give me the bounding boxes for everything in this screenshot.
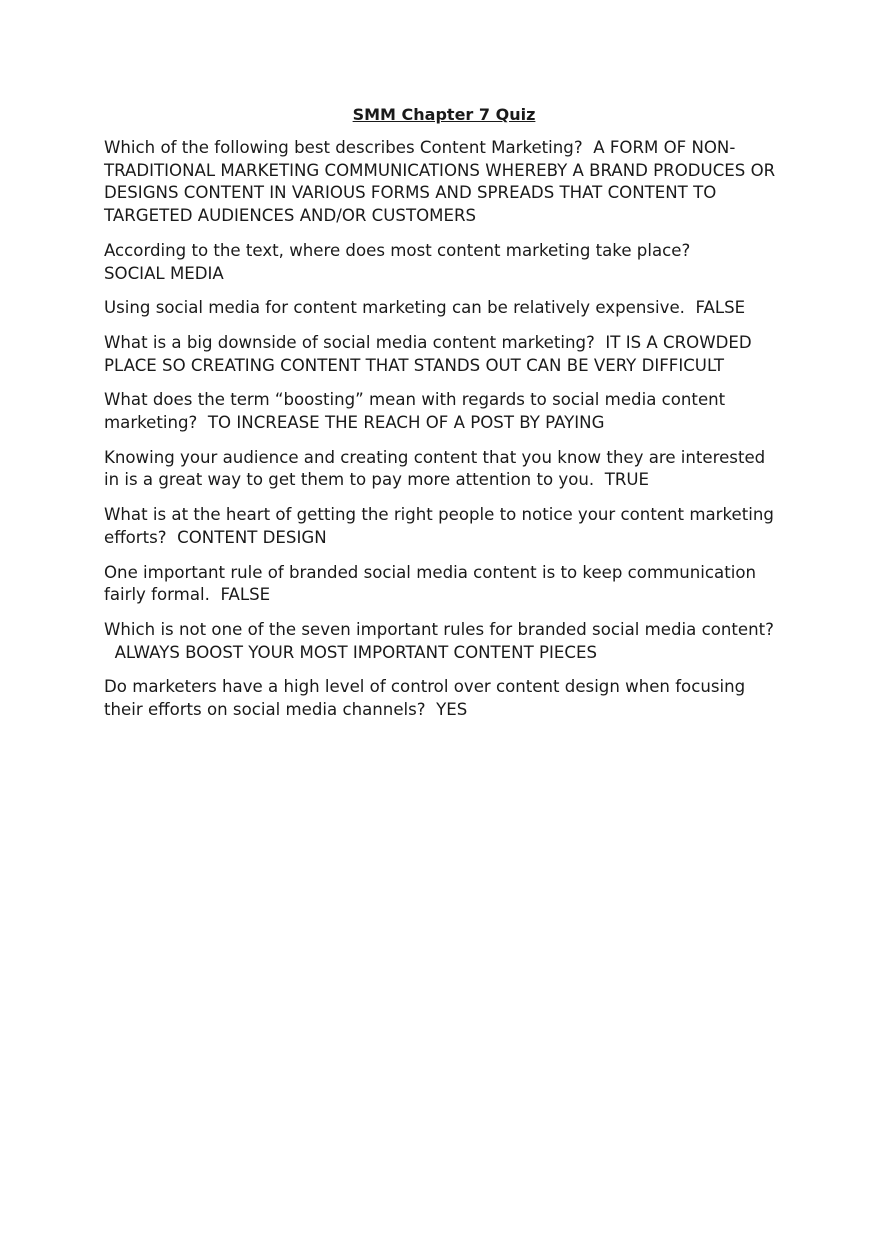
question-text: Knowing your audience and creating content that you know they are interested in is a great way to get them to pay more attention to you. — [104, 447, 766, 490]
quiz-page — [104, 103, 784, 734]
quiz-item-8 — [104, 562, 784, 607]
quiz-item-5 — [104, 389, 784, 434]
answer-text: CONTENT DESIGN — [177, 527, 327, 547]
quiz-item-10 — [104, 676, 784, 721]
answer-text: A FORM OF NON-TRADITIONAL MARKETING COMMUNICATIONS WHEREBY A BRAND PRODUCES OR DESIGNS CONTENT IN VARIOUS FORMS AND SPREADS THAT CONTENT TO TARGETED AUDIENCES AND/OR CUSTOMERS — [104, 138, 776, 226]
quiz-item-7 — [104, 504, 784, 549]
question-text: According to the text, where does most content marketing take place? — [104, 240, 691, 260]
quiz-item-9 — [104, 619, 784, 664]
answer-text: TO INCREASE THE REACH OF A POST BY PAYING — [207, 413, 605, 433]
question-text: What is a big downside of social media content marketing? — [104, 332, 595, 352]
question-text: One important rule of branded social media content is to keep communication fairly formal. — [104, 562, 756, 605]
page-title: SMM Chapter 7 Quiz — [352, 105, 536, 124]
answer-text: YES — [436, 700, 468, 720]
question-text: Do marketers have a high level of control over content design when focusing their efforts on social media channels? — [104, 677, 746, 720]
question-text: What is at the heart of getting the right people to notice your content marketing efforts? — [104, 505, 774, 547]
answer-text: SOCIAL MEDIA — [104, 263, 224, 283]
quiz-item-2 — [104, 240, 784, 285]
answer-text: ALWAYS BOOST YOUR MOST IMPORTANT CONTENT PIECES — [114, 642, 597, 662]
answer-text: TRUE — [604, 470, 649, 490]
answer-text: IT IS A CROWDED PLACE SO CREATING CONTENT THAT STANDS OUT CAN BE VERY DIFFICULT — [104, 332, 752, 375]
answer-text: FALSE — [695, 298, 746, 318]
quiz-item-3 — [104, 297, 784, 320]
question-text: Using social media for content marketing can be relatively expensive. — [104, 298, 685, 318]
answer-text: FALSE — [220, 585, 271, 605]
question-text: Which of the following best describes Content Marketing? — [104, 138, 583, 157]
question-text: Which is not one of the seven important rules for branded social media content? — [104, 619, 774, 639]
quiz-item-1 — [104, 137, 784, 228]
quiz-item-4 — [104, 332, 784, 377]
quiz-item-6 — [104, 447, 784, 492]
question-text: What does the term “boosting” mean with regards to social media content marketing? — [104, 390, 726, 433]
